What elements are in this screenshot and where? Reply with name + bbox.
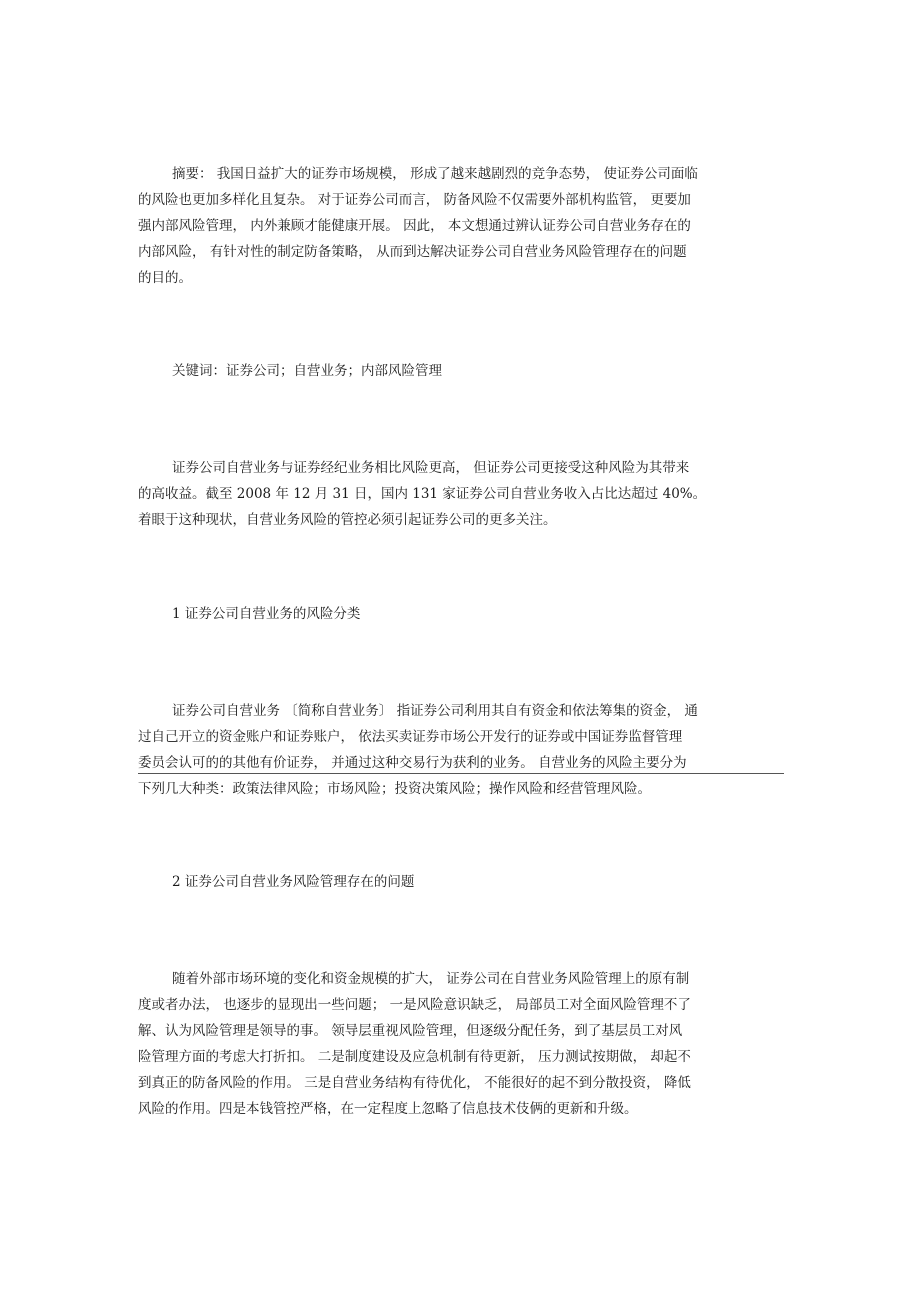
- section-2-line: 度或者办法， 也逐步的显现出一些问题； 一是风险意识缺乏， 局部员工对全面风险管理不了: [138, 997, 691, 1013]
- section-2-line: 风险的作用。四是本钱管控严格，在一定程度上忽略了信息技术伎俩的更新和升级。: [138, 1101, 638, 1117]
- section-2-line: 解、认为风险管理是领导的事。 领导层重视风险管理，但逐级分配任务，到了基层员工对风: [138, 1023, 683, 1039]
- section-1-line: 下列几大种类：政策法律风险；市场风险；投资决策风险；操作风险和经营管理风险。: [138, 781, 651, 797]
- section-1-line: 证券公司自营业务 〔简称自营业务〕 指证券公司利用其自有资金和依法筹集的资金， 通: [172, 703, 698, 719]
- section-1-line: 委员会认可的的其他有价证券， 并通过这种交易行为获利的业务。 自营业务的风险主要分为: [138, 755, 687, 771]
- abstract-line: 摘要： 我国日益扩大的证券市场规模， 形成了越来越剧烈的竞争态势， 使证券公司面临: [172, 166, 698, 182]
- section-1-paragraph: [138, 698, 710, 802]
- abstract-line: 内部风险， 有针对性的制定防备策略， 从而到达解决证券公司自营业务风险管理存在的问题: [138, 244, 687, 260]
- horizontal-rule: [138, 773, 784, 774]
- section-1-heading: 1 证券公司自营业务的风险分类: [172, 606, 361, 622]
- abstract-line: 的目的。: [138, 270, 192, 286]
- section-2-line: 随着外部市场环境的变化和资金规模的扩大， 证券公司在自营业务风险管理上的原有制: [172, 971, 690, 987]
- abstract-paragraph: [138, 161, 710, 291]
- section-2-line: 险管理方面的考虑大打折扣。 二是制度建设及应急机制有待更新， 压力测试按期做， 却起不: [138, 1049, 691, 1065]
- section-2-heading: 2 证券公司自营业务风险管理存在的问题: [172, 874, 415, 890]
- abstract-line: 的风险也更加多样化且复杂。 对于证券公司而言， 防备风险不仅需要外部机构监管， 更要加: [138, 192, 691, 208]
- intro-paragraph: [138, 455, 710, 533]
- section-2-line: 到真正的防备风险的作用。 三是自营业务结构有待优化， 不能很好的起不到分散投资， 降低: [138, 1075, 691, 1091]
- intro-line: 证券公司自营业务与证券经纪业务相比风险更高， 但证券公司更接受这种风险为其带来: [172, 460, 690, 476]
- keywords-line: 关键词：证券公司；自营业务；内部风险管理: [172, 363, 442, 379]
- section-1-line: 过自己开立的资金账户和证券账户， 依法买卖证券市场公开发行的证券或中国证券监督管理: [138, 729, 683, 745]
- intro-line: 的高收益。截至 2008 年 12 月 31 日，国内 131 家证券公司自营业务收入占比达超过 40%。: [138, 486, 707, 502]
- section-2-paragraph: [138, 966, 710, 1122]
- abstract-line: 强内部风险管理， 内外兼顾才能健康开展。 因此， 本文想通过辨认证券公司自营业务存在的: [138, 218, 691, 234]
- intro-line: 着眼于这种现状，自营业务风险的管控必须引起证券公司的更多关注。: [138, 512, 557, 528]
